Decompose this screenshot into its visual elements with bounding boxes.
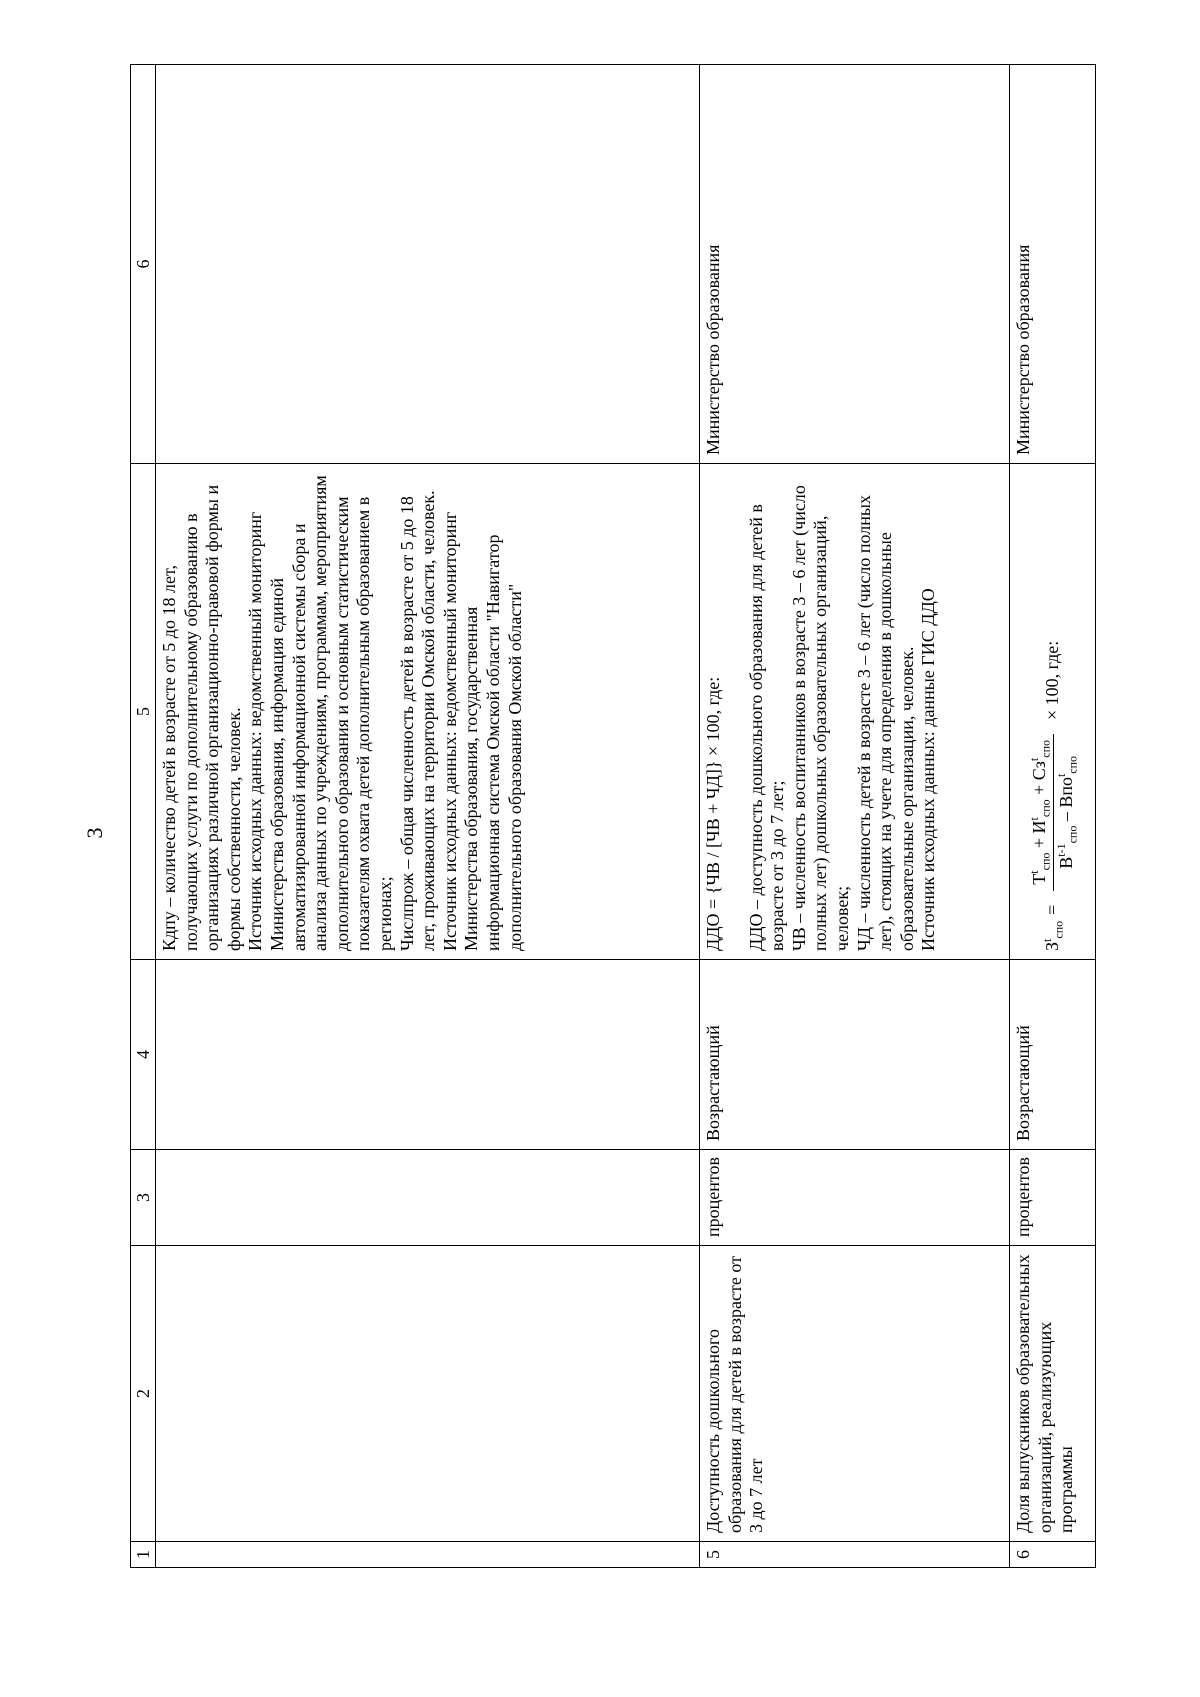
cell-num: 6 — [1010, 1542, 1096, 1568]
table-row — [156, 65, 700, 1568]
cell-num: 5 — [700, 1542, 1010, 1568]
formula-definitions: ДДО – доступность дошкольного образования для детей в возрасте от 3 до 7 лет; ЧВ – численность воспитанников в возрасте 3 – 6 лет (число полных лет) дошкольных образовательных организаций, человек; ЧД – численность детей в возрасте 3 – 6 лет (число полных лет), стоящих на учете для определения в дошкольные образовательные организации, человек. Источник исходных данных: данные ГИС ДДО — [745, 485, 939, 951]
cell-responsible: Министерство образования — [700, 65, 1010, 464]
cell-method: Кдпу – количество детей в возрасте от 5 до 18 лет, получающих услуги по дополнительному образованию в организациях различной организационно-правовой формы и формы собственности, человек. Источник исходных данных: ведомственный мониторинг Министерства образования, информация единой автоматизированной информационной системы сбора и анализа данных по учреждениям, программам, мероприятиям дополнительного образования и основным статистическим показателям охвата детей дополнительным образованием в регионах; Числпрож – общая численность детей в возрасте от 5 до 18 лет, проживающих на территории Омской области, человек. Источник исходных данных: ведомственный мониторинг Министерства образования, государственная информационная система Омской области "Навигатор дополнительного образования Омской области" — [156, 464, 700, 960]
cell-method — [700, 464, 1010, 960]
header-cell: 5 — [131, 464, 156, 960]
cell-trend: Возрастающий — [700, 960, 1010, 1150]
header-cell: 2 — [131, 1246, 156, 1542]
header-cell: 6 — [131, 65, 156, 464]
cell-name: Доступность дошкольного образования для детей в возрасте от 3 до 7 лет — [700, 1246, 1010, 1542]
table-row — [700, 65, 1010, 1568]
formula-equals: = — [1042, 904, 1063, 915]
formula-denominator: $В^{t-1}_{спо} - Впо^t_{спо}$ — [1053, 755, 1080, 869]
cell-responsible: Министерство образования — [1010, 65, 1096, 464]
formula-text: ДДО = {ЧВ / [ЧВ + ЧД]} × 100, где: — [703, 676, 723, 951]
cell-num — [156, 1542, 700, 1568]
formula-numerator: $Т^t_{спо} + И^t_{спо} + Сз^t_{спо}$ — [1029, 734, 1054, 891]
cell-trend — [156, 960, 700, 1150]
header-row — [131, 65, 156, 1568]
cell-method — [1010, 464, 1096, 960]
header-cell: 4 — [131, 960, 156, 1150]
cell-name: Доля выпускников образовательных организаций, реализующих программы — [1010, 1246, 1096, 1542]
indicators-table — [130, 64, 1096, 1568]
header-cell: 1 — [131, 1542, 156, 1568]
table-row — [1010, 65, 1096, 1568]
cell-responsible — [156, 65, 700, 464]
page-number: 3 — [82, 827, 107, 839]
header-cell: 3 — [131, 1150, 156, 1246]
formula-tail: × 100, где: — [1042, 640, 1063, 720]
formula — [1013, 472, 1093, 951]
rotated-page — [130, 65, 1090, 1568]
cell-trend: Возрастающий — [1010, 960, 1096, 1150]
formula-lhs: $З^t_{спо}$ — [1040, 920, 1066, 951]
cell-unit — [156, 1150, 700, 1246]
cell-unit: процентов — [700, 1150, 1010, 1246]
cell-unit: процентов — [1010, 1150, 1096, 1246]
formula-fraction — [1026, 734, 1080, 891]
cell-name — [156, 1246, 700, 1542]
